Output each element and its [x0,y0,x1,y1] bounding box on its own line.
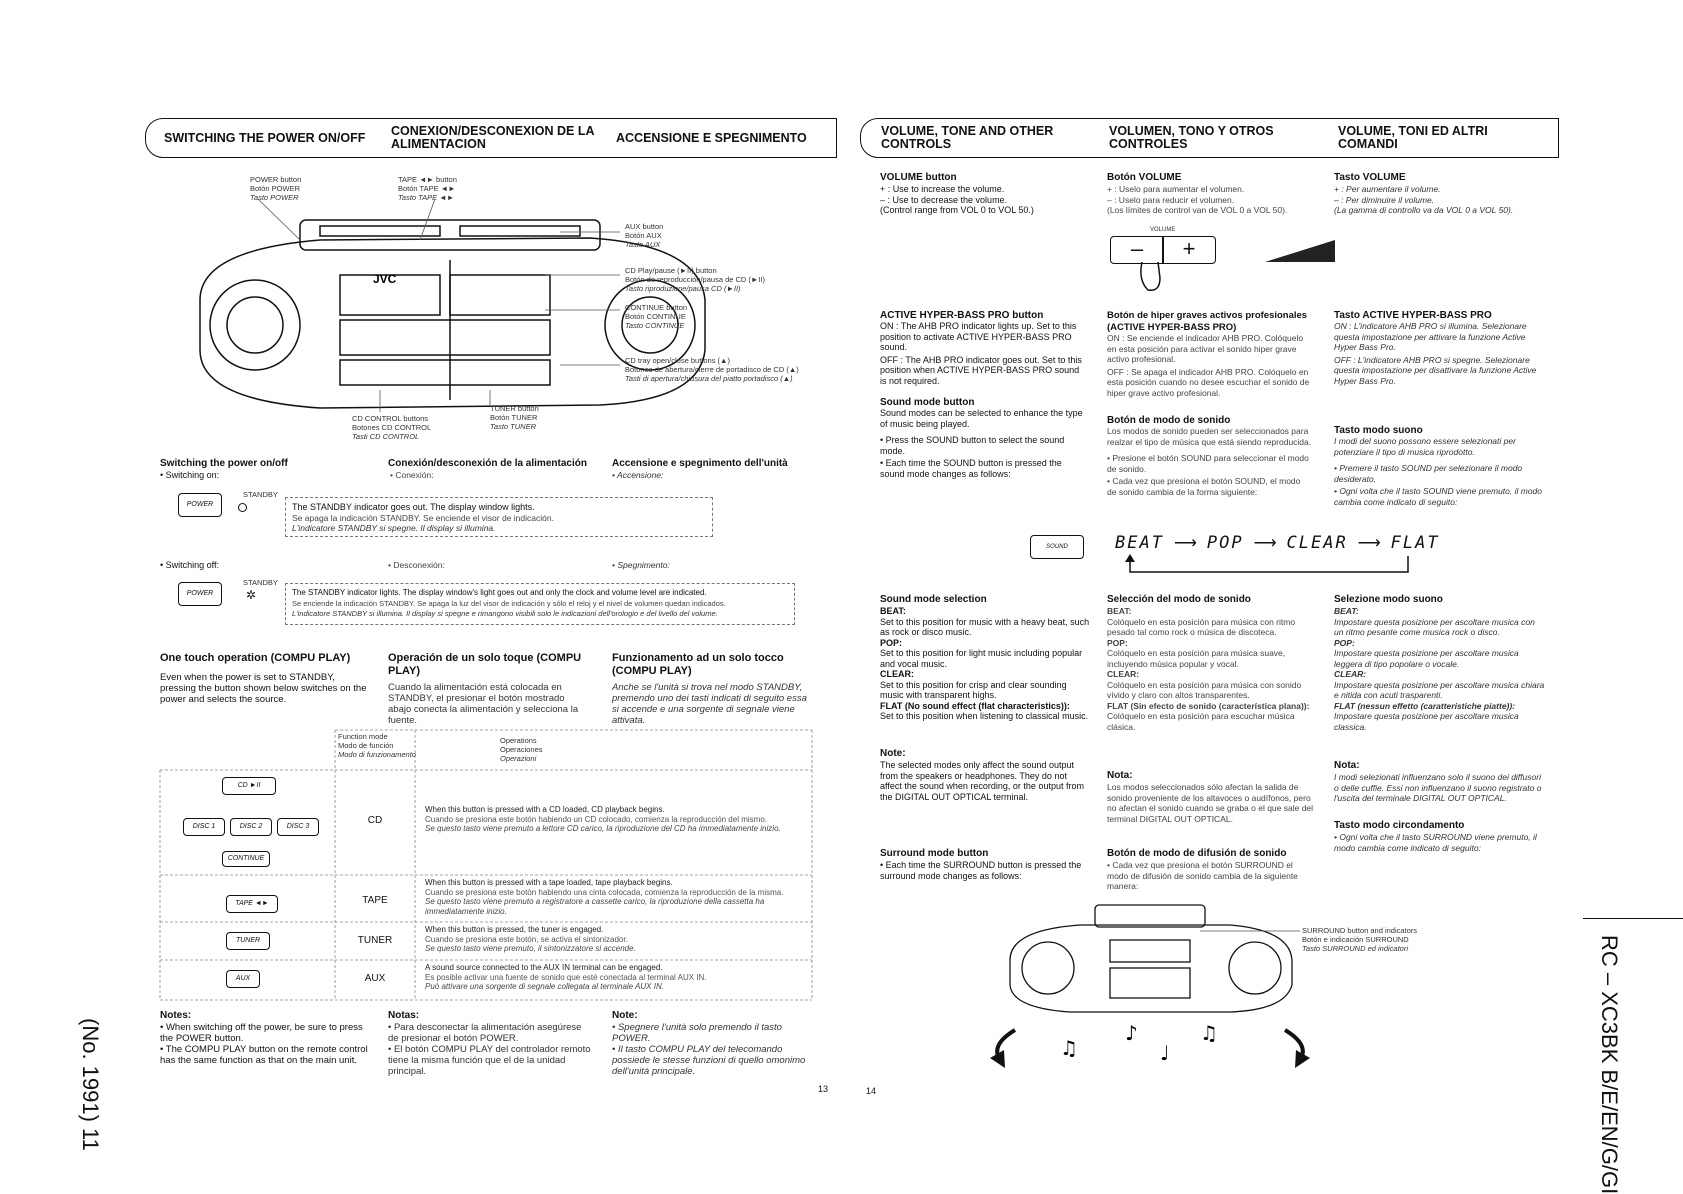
seq-clear: CLEAR [1286,533,1348,553]
right-header-en: VOLUME, TONE AND OTHER CONTROLS [881,124,1054,151]
continue-button[interactable]: CONTINUE [222,851,270,867]
surround-labels: SURROUND button and indicators Botón e indicación SURROUND Tasto SURROUND ed indicatori [1302,926,1418,953]
note-it: I modi selezionati influenzano solo il suono dei diffusori o delle cuffie. Essi non influenzano il suono registrato o l'uscita del terminale DIGITAL OUT OPTICAL. [1334,772,1542,803]
row-cd-mode: CD [367,815,383,826]
switch-on-it: • Accensione: [612,470,664,480]
notes-en: • When switching off the power, be sure to press the POWER button. • The COMPU PLAY button on the remote control has the same function as that on the main unit. [160,1022,368,1066]
label-cdtray: CD tray open/close buttons (▲) Botones de abertura/cierre de portadisco de CD (▲) Tasti di apertura/chiusura del piatto portadisco (▲) [625,356,799,383]
onetouch-text-it: Anche se l'unità si trova nel modo STANDBY, premendo uno dei tasti indicati di seguito essa si accende e una sorgente di segnale viene attivata. [612,682,807,726]
cd-play-button[interactable]: CD ►II [222,777,276,795]
notes-head-it: Note: [612,1010,638,1021]
switch-off-es: • Desconexión: [388,560,445,570]
switch-on-es: • Conexión: [390,470,434,480]
surround-head-en: Surround mode button [880,848,989,859]
notes-head-es: Notas: [388,1010,420,1021]
disc2-button[interactable]: DISC 2 [230,818,272,836]
arrow-right-icon: ⟶ [1357,535,1381,552]
standby-label-on: STANDBY [243,490,278,499]
table-col-mode: Function mode Modo de función Modo di funzionamento [338,732,416,759]
row-tuner-mode: TUNER [357,935,393,946]
volume-en: + : Use to increase the volume. – : Use to decrease the volume. (Control range from VOL 0 to VOL 50.) [880,184,1034,215]
on-result-box: The STANDBY indicator goes out. The display window lights. Se apaga la indicación STANDBY. Se enciende el visor de indicación. L'indicatore STANDBY si spegne. Il display si illumina. [285,497,713,537]
page-number-14: 14 [866,1086,877,1096]
aux-button[interactable]: AUX [226,970,260,988]
left-header-it: ACCENSIONE E SPEGNIMENTO [616,131,807,145]
model-side-text: RC – XC3BK B/E/EN/G/GI [1597,935,1622,1194]
svg-text:♪: ♪ [1125,1021,1138,1045]
note-head-en: Note: [880,748,906,759]
ahb-head-es: Botón de hiper graves activos profesionales (ACTIVE HYPER-BASS PRO) [1107,310,1308,333]
ahb-head-it: Tasto ACTIVE HYPER-BASS PRO [1334,310,1492,321]
surround-head-it: Tasto modo circondamento [1334,820,1465,831]
row-tape-mode: TAPE [362,895,388,906]
surround-es: • Cada vez que presiona el botón SURROUND el modo de difusión de sonido cambia de la siguiente manera: [1107,860,1298,891]
right-header-es: VOLUMEN, TONO Y OTROS CONTROLES [1109,124,1274,151]
ahb-es: ON : Se enciende el indicador AHB PRO. Colóquelo en esta posición para activar el sonido hiper grave activo profesional. OFF : Se apaga el indicador AHB PRO. Colóquelo en esta posición cuando no desee escuchar el sonido de hiper grave activo profesional. [1107,333,1310,398]
switch-head-en: Switching the power on/off [160,458,288,469]
volume-minus-button[interactable]: – [1110,236,1164,264]
sound-head-en: Sound mode button [880,397,975,408]
row-cd-ops: When this button is pressed with a CD loaded, CD playback begins. Cuando se presiona este botón habiendo un CD colocado, comienza la reproducción del mismo. Se questo tasto viene premuto a lettore CD carico, la riproduzione del CD ha immediatamente inizio. [425,805,781,833]
row-tuner-ops: When this button is pressed, the tuner is engaged. Cuando se presiona este botón, se activa el sintonizador. Se questo tasto viene premuto, il sintonizzatore si accende. [425,925,636,953]
ahb-en: ON : The AHB PRO indicator lights up. Set to this position to activate ACTIVE HYPER-BASS PRO sound. OFF : The AHB PRO indicator goes out. Set to this position when ACTIVE HYPER-BASS PRO sound is not required. [880,321,1082,386]
left-header-es: CONEXION/DESCONEXION DE LA ALIMENTACION [391,124,595,151]
sound-en: Sound modes can be selected to enhance the type of music being played. • Press the SOUND button to select the sound mode. • Each time the SOUND button is pressed the sound mode changes as follows: [880,408,1083,479]
switch-off-it: • Spegnimento: [612,560,670,570]
onetouch-head-es: Operación de un solo toque (COMPU PLAY) [388,652,582,677]
page-number-13: 13 [818,1084,829,1094]
svg-text:♫: ♫ [1200,1021,1218,1045]
right-header-bar [860,118,1559,158]
label-cdcontrol: CD CONTROL buttons Botones CD CONTROL Tasti CD CONTROL [352,414,432,441]
page-side-text: (No. 1991) 11 [78,1018,103,1151]
note-en: The selected modes only affect the sound output from the speakers or headphones. They do not affect the sound when recording, or the output from the DIGITAL OUT OPTICAL terminal. [880,760,1084,802]
left-header-en: SWITCHING THE POWER ON/OFF [164,131,366,145]
sound-es: Los modos de sonido pueden ser seleccionados para realzar el tipo de música que está siendo reproducida. • Presione el botón SOUND para seleccionar el modo de sonido. • Cada vez que presiona el botón SOUND, el modo de sonido cambia de la forma siguiente: [1107,426,1312,497]
note-head-it: Nota: [1334,760,1360,771]
selection-es: BEAT: Colóquelo en esta posición para música con ritmo pesado tal como rock o música de discoteca. POP: Colóquelo en esta posición para música suave, incluyendo música popular y vocal. CLEAR: Colóquelo en esta posición para música con sonido vívido y claro con altos transparentes. FLAT (Sin efecto de sonido (característica plana)): Colóquelo en esta posición para escuchar música clásica. [1107,606,1310,732]
volume-head-it: Tasto VOLUME [1334,172,1406,183]
sound-button[interactable]: SOUND [1030,535,1084,559]
svg-text:♩: ♩ [1160,1041,1170,1065]
tape-button[interactable]: TAPE ◄► [226,895,278,913]
volume-it: + : Per aumentare il volume. – : Per diminuire il volume. (La gamma di controllo va da VOL 0 a VOL 50). [1334,184,1514,215]
note-es: Los modos seleccionados sólo afectan la salida de sonido proveniente de los altavoces o audífonos, pero no afectan el sonido cuando se graba o el que sale del terminal DIGITAL OUT OPTICAL. [1107,782,1314,824]
volume-plus-button[interactable]: + [1162,236,1216,264]
switch-off-en: • Switching off: [160,560,220,570]
label-power: POWER button Botón POWER Tasto POWER [250,175,302,202]
notes-head-en: Notes: [160,1010,192,1021]
volume-head-en: VOLUME button [880,172,957,183]
onetouch-head-it: Funzionamento ad un solo tocco (COMPU PLAY) [612,652,784,677]
sound-head-es: Botón de modo de sonido [1107,415,1231,426]
surround-head-es: Botón de modo de difusión de sonido [1107,848,1287,859]
onetouch-text-es: Cuando la alimentación está colocada en STANDBY, el presionar el botón mostrado abajo conecta la alimentación y selecciona la fuente. [388,682,579,726]
sound-mode-sequence [1115,533,1440,553]
disc3-button[interactable]: DISC 3 [277,818,319,836]
notes-es: • Para desconectar la alimentación asegúrese de presionar el botón POWER. • El botón COMPU PLAY del controlador remoto tiene la misma función que el de la unidad principal. [388,1022,591,1077]
sound-head-it: Tasto modo suono [1334,425,1423,436]
switch-head-es: Conexión/desconexión de la alimentación [388,458,587,469]
arrow-right-icon: ⟶ [1253,535,1277,552]
right-header-it: VOLUME, TONI ED ALTRI COMANDI [1338,124,1488,151]
surround-it: • Ogni volta che il tasto SURROUND viene premuto, il modo cambia come indicato di seguito: [1334,832,1537,853]
surround-en: • Each time the SURROUND button is pressed the surround mode changes as follows: [880,860,1082,881]
tuner-button[interactable]: TUNER [226,932,270,950]
disc1-button[interactable]: DISC 1 [183,818,225,836]
label-aux: AUX button Botón AUX Tasto AUX [625,222,664,249]
off-result-box: The STANDBY indicator lights. The display window's light goes out and only the clock and volume level are indicated. Se enciende la indicación STANDBY. Se apaga la luz del visor de indicación y sólo el reloj y el nivel de volumen quedan indicados. L'indicatore STANDBY si illumina. Il display si spegne e rimangono visibili solo le indicazioni dell'orologio e del livello del volume. [285,583,795,625]
arrow-right-icon: ⟶ [1173,535,1197,552]
volume-head-es: Botón VOLUME [1107,172,1182,183]
ahb-head-en: ACTIVE HYPER-BASS PRO button [880,310,1044,321]
row-aux-ops: A sound source connected to the AUX IN terminal can be engaged. Es posible activar una fuente de sonido que esté conectada al terminal AUX IN. Può attivare una sorgente di segnale collegata al terminale AUX IN. [425,963,707,991]
note-head-es: Nota: [1107,770,1133,781]
onetouch-head-en: One touch operation (COMPU PLAY) [160,652,351,664]
selection-head-es: Selección del modo de sonido [1107,594,1251,605]
volume-es: + : Uselo para aumentar el volumen. – : Uselo para reducir el volumen. (Los límites de control van de VOL 0 a VOL 50). [1107,184,1288,215]
onetouch-text-en: Even when the power is set to STANDBY, pressing the button shown below switches on the power and selects the source. [160,672,367,705]
sound-it: I modi del suono possono essere selezionati per potenziare il tipo di musica riprodotto. • Premere il tasto SOUND per selezionare il modo desiderato. • Ogni volta che il tasto SOUND viene premuto, il modo cambia come indicato di seguito: [1334,436,1543,507]
seq-pop: POP [1206,533,1244,553]
brand-logo: JVC [373,272,397,286]
seq-flat: FLAT [1390,533,1440,553]
switch-head-it: Accensione e spegnimento dell'unità [612,458,788,469]
selection-head-it: Selezione modo suono [1334,594,1443,605]
standby-indicator-lit-icon: ✲ [246,588,257,602]
row-aux-mode: AUX [364,973,386,984]
table-col-ops: Operations Operaciones Operazioni [500,736,543,763]
notes-it: • Spegnere l'unità solo premendo il tasto POWER. • Il tasto COMPU PLAY del telecomando possiede le stesse funzioni di quello omonimo dell'unità principale. [612,1022,806,1077]
label-tape: TAPE ◄► button Botón TAPE ◄► Tasto TAPE ◄► [398,175,457,202]
side-rule-line [1583,918,1683,919]
power-button-on[interactable]: POWER [178,493,222,517]
selection-en: BEAT: Set to this position for music with a heavy beat, such as rock or disco music. POP: Set to this position for light music including popular and vocal music. CLEAR: Set to this position for crisp and clear sounding music with transparent highs. FLAT (No sound effect (flat characteristics)): Set to this position when listening to classical music. [880,606,1090,721]
selection-it: BEAT: Impostare questa posizione per ascoltare musica con un ritmo pesante come musica rock o disco. POP: Impostare questa posizione per ascoltare musica leggera di tipo popolare o vocale. CLEAR: Impostare questa posizione per ascoltare musica chiara e nitida con acuti trasparenti. FLAT (nessun effetto (caratteristiche piatte)): Impostare questa posizione per ascoltare musica classica. [1334,606,1545,732]
ahb-it: ON : L'indicatore AHB PRO si illumina. Selezionare questa impostazione per attivare la funzione Active Hyper Bass Pro. OFF : L'indicatore AHB PRO si spegne. Selezionare questa impostazione per disattivare la funzione Active Hyper Bass Pro. [1334,321,1537,386]
volume-label: VOLUME [1150,227,1176,233]
selection-head-en: Sound mode selection [880,594,987,605]
label-tuner: TUNER button Botón TUNER Tasto TUNER [490,404,539,431]
power-button-off[interactable]: POWER [178,582,222,606]
label-cdplay: CD Play/pause (►II) button Botón de reproducción/pausa de CD (►II) Tasto riproduzione/pausa CD (►II) [625,266,765,293]
left-header-bar [145,118,837,158]
row-tape-ops: When this button is pressed with a tape loaded, tape playback begins. Cuando se presiona este botón habiendo una cinta colocada, comienza la reproducción de la misma. Se questo tasto viene premuto a registratore a cassette carico, la riproduzione della cassetta ha immediatamente inizio. [425,878,784,916]
switch-on-en: • Switching on: [160,470,220,480]
seq-beat: BEAT [1115,533,1164,553]
label-continue: CONTINUE button Botón CONTINUE Tasto CONTINUE [625,303,688,330]
standby-label-off: STANDBY [243,578,278,587]
svg-text:♫: ♫ [1060,1036,1078,1060]
standby-indicator-off-icon [238,503,247,512]
